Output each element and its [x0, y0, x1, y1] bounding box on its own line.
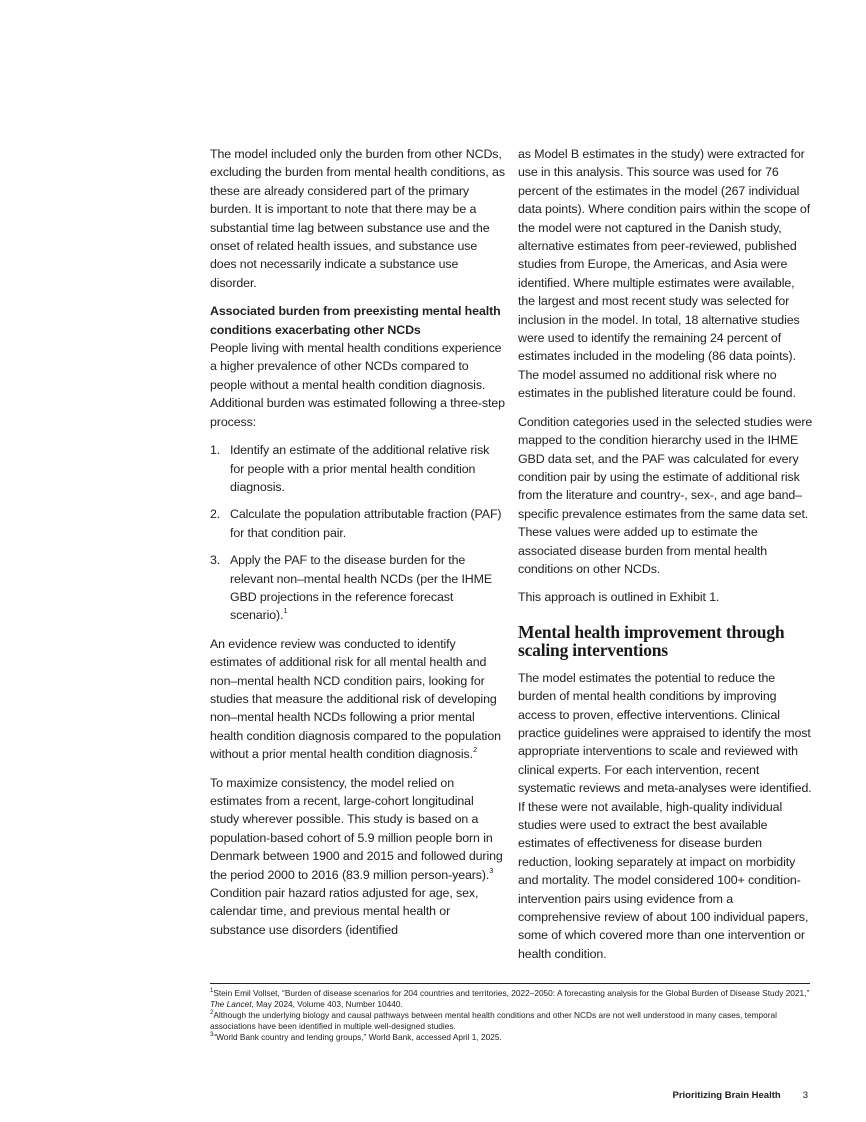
left-paragraph-3-text: An evidence review was conducted to identify estimates of additional risk for all mental health and non–mental health NCD condition pairs, looking for studies that measure the additional risk of developing non–mental health NCDs following a prior mental health condition diagnosis compared to the population without a prior mental health condition diagnosis.	[210, 636, 501, 762]
section-heading: Mental health improvement through scaling interventions	[518, 621, 785, 660]
footnote-number: 3	[210, 1032, 214, 1039]
right-paragraph-4: The model estimates the potential to reduce the burden of mental health conditions by improving access to proven, effective interventions. Clinical practice guidelines were appraised to identify the most appropriate interventions to scale and reviewed with clinical experts. For each intervention, recent systematic reviews and meta-analyses were identified. If these were not available, high-quality individual studies were used to extract the best available estimates of effectiveness for disease burden reduction, looking separately at impact on morbidity and mortality. The model considered 100+ condition-intervention pairs using evidence from a comprehensive review of about 100 individual papers, some of which covered more than one intervention or health condition.	[518, 670, 812, 961]
left-paragraph-4	[210, 774, 505, 940]
footnote-number: 1	[210, 988, 214, 995]
right-paragraph-2: Condition categories used in the selected studies were mapped to the condition hierarchy used in the IHME GBD data set, and the PAF was calculated for every condition pair by using the estimate of additional risk from the literature and country-, sex-, and age band–specific prevalence estimates from the same data set. These values were added up to estimate the associated disease burden from mental health conditions on other NCDs.	[518, 414, 813, 576]
page-number: 3	[802, 1090, 808, 1101]
footnote-ref-1[interactable]: 1	[283, 606, 288, 616]
step-text: Apply the PAF to the disease burden for the relevant non–mental health NCDs (per the IHME GBD projections in the reference forecast scenario).	[230, 553, 493, 623]
footnote-ref-3[interactable]: 3	[489, 865, 494, 875]
footnotes	[210, 983, 810, 1043]
footnote-2	[210, 1010, 810, 1032]
step-number: 3.	[210, 553, 221, 568]
step-text: Calculate the population attributable fraction (PAF) for that condition pair.	[230, 507, 502, 540]
left-paragraph-1: The model included only the burden from other NCDs, excluding the burden from mental health conditions, as these are already considered part of the primary burden. It is important to note that there may be a substantial time lag between substance use and the onset of related health issues, and substance use does not necessarily indicate a substance use disorder.	[210, 147, 505, 290]
right-column	[518, 145, 814, 973]
footnote-1	[210, 988, 810, 1010]
journal-title: The Lancet	[210, 999, 252, 1009]
step-text: Identify an estimate of the additional relative risk for people with a prior mental health condition diagnosis.	[230, 443, 490, 494]
right-paragraph-3: This approach is outlined in Exhibit 1.	[518, 590, 720, 605]
footnote-text: Although the underlying biology and causal pathways between mental health conditions and other NCDs are not well understood in many cases, temporal associations have been identified in multiple well-designed studies.	[210, 1010, 777, 1031]
footnote-ref-2[interactable]: 2	[472, 745, 478, 755]
step-number: 2.	[210, 507, 221, 522]
footnote-text-end: , May 2024, Volume 403, Number 10440.	[251, 999, 403, 1009]
footer-title: Prioritizing Brain Health	[672, 1090, 781, 1101]
left-paragraph-4-text-a: To maximize consistency, the model relied on estimates from a recent, large-cohort longitudinal study wherever possible. This study is based on a population-based cohort of 5.9 million people born in Denmark between 1900 and 2015 and followed during the period 2000 to 2016 (83.9 million person-years).	[210, 775, 503, 882]
footnote-number: 2	[210, 1010, 214, 1017]
step-number: 1.	[210, 443, 221, 458]
footnote-text: Stein Emil Vollset, “Burden of disease scenarios for 204 countries and territories, 2022–2050: A forecasting analysis for the Global Burden of Disease Study 2021,”	[213, 988, 810, 998]
page-footer	[672, 1090, 808, 1101]
left-column	[210, 145, 505, 949]
left-paragraph-3	[210, 635, 505, 764]
left-paragraph-4-text-b: Condition pair hazard ratios adjusted for age, sex, calendar time, and previous mental health or substance use disorders (identified	[210, 886, 479, 937]
list-item	[210, 441, 505, 496]
list-item	[210, 505, 505, 542]
section-subheading: Associated burden from preexisting mental health conditions exacerbating other NCDs	[210, 304, 501, 337]
footnote-text: “World Bank country and lending groups,” World Bank, accessed April 1, 2025.	[213, 1032, 502, 1042]
footnote-3	[210, 1032, 810, 1043]
process-steps-list	[210, 441, 505, 625]
list-item	[210, 551, 505, 625]
left-paragraph-2: People living with mental health conditions experience a higher prevalence of other NCDs compared to people without a mental health condition diagnosis. Additional burden was estimated following a three-step process:	[210, 341, 505, 429]
right-paragraph-1: as Model B estimates in the study) were extracted for use in this analysis. This source was used for 76 percent of the estimates in the model (267 individual data points). Where condition pairs within the scope of the model were not captured in the Danish study, alternative estimates from peer-reviewed, published studies from Europe, the Americas, and Asia were identified. Where multiple estimates were available, the largest and most recent study was selected for inclusion in the model. In total, 18 alternative studies were used to identify the remaining 24 percent of estimates included in the modeling (86 data points). The model assumed no additional risk where no estimates in the published literature could be found.	[518, 147, 811, 401]
